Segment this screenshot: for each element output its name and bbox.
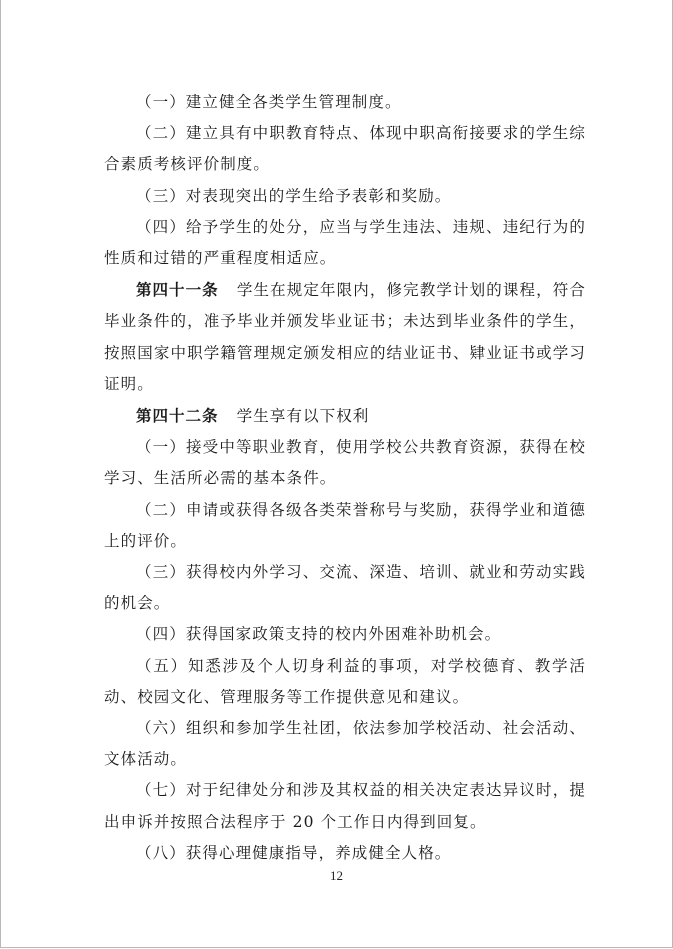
article-41-text: 学生在规定年限内，修完教学计划的课程，符合毕业条件的，准予毕业并颁发毕业证书；未达到毕业条件的学生，按照国家中职学籍管理规定颁发相应的结业证书、肄业证书或学习证明。 xyxy=(104,281,586,393)
article-41-title: 第四十一条 xyxy=(136,280,219,300)
paragraph-discipline-proportion: （四）给予学生的处分，应当与学生违法、违规、违纪行为的性质和过错的严重程度相适应。 xyxy=(104,217,586,268)
right-item-7: （七）对于纪律处分和涉及其权益的相关决定表达异议时，提出申诉并按照合法程序于 20 个工作日内得到回复。 xyxy=(104,781,586,831)
article-42-title: 第四十二条 xyxy=(136,406,219,426)
article-41 xyxy=(104,274,586,400)
right-item-1: （一）接受中等职业教育，使用学校公共教育资源，获得在校学习、生活所必需的基本条件。 xyxy=(104,438,586,488)
right-item-3: （三）获得校内外学习、交流、深造、培训、就业和劳动实践的机会。 xyxy=(104,563,586,613)
paragraph-management-system: （一）建立健全各类学生管理制度。 xyxy=(136,93,402,111)
paragraph-evaluation-system: （二）建立具有中职教育特点、体现中职高衔接要求的学生综合素质考核评价制度。 xyxy=(104,124,586,174)
right-item-5: （五）知悉涉及个人切身利益的事项，对学校德育、教学活动、校园文化、管理服务等工作提供意见和建议。 xyxy=(104,656,586,706)
page-number: 12 xyxy=(330,868,343,883)
right-item-2: （二）申请或获得各级各类荣誉称号与奖励，获得学业和道德上的评价。 xyxy=(104,500,586,550)
right-item-8: （八）获得心理健康指导，养成健全人格。 xyxy=(136,843,452,862)
right-item-6: （六）组织和参加学生社团，依法参加学校活动、社会活动、文体活动。 xyxy=(104,719,586,769)
right-item-4: （四）获得国家政策支持的校内外困难补助机会。 xyxy=(136,625,502,644)
paragraph-commendation: （三）对表现突出的学生给予表彰和奖励。 xyxy=(136,186,452,205)
article-42 xyxy=(104,400,586,432)
document-body xyxy=(104,87,586,869)
article-42-text: 学生享有以下权利 xyxy=(236,407,370,426)
